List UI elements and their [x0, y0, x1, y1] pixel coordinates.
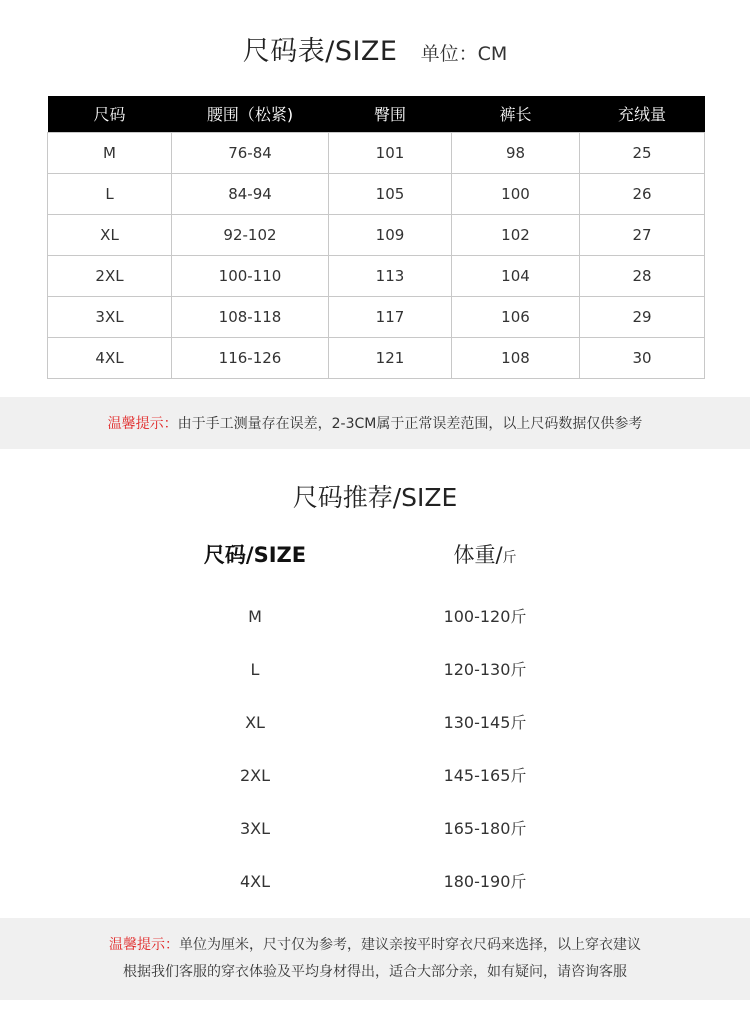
- recommend-weight: 165-180斤: [443, 819, 527, 838]
- recommend-size-header: 尺码/SIZE: [203, 543, 307, 567]
- cell-length: 108: [452, 337, 580, 378]
- cell-length: 100: [452, 173, 580, 214]
- table-row: [48, 337, 705, 378]
- table-row: [48, 296, 705, 337]
- table-header-row: [48, 96, 705, 132]
- recommend-size: L: [250, 660, 260, 679]
- recommend-size: 4XL: [239, 872, 271, 891]
- recommend-note: [0, 918, 750, 1000]
- table-row: [48, 214, 705, 255]
- recommend-size: XL: [245, 713, 265, 732]
- cell-hip: 101: [329, 132, 452, 173]
- header-size: 尺码: [48, 96, 172, 132]
- weight-header-label: 体重/: [453, 543, 503, 567]
- header-hip: 臀围: [329, 96, 452, 132]
- cell-fill: 28: [580, 255, 705, 296]
- table-row: [48, 255, 705, 296]
- note-text: 单位为厘米，尺寸仅为参考，建议亲按平时穿衣尺码来选择，以上穿衣建议: [179, 937, 641, 953]
- recommend-weight: 130-145斤: [443, 713, 527, 732]
- cell-size: L: [48, 173, 172, 214]
- header-fill: 充绒量: [580, 96, 705, 132]
- cell-length: 106: [452, 296, 580, 337]
- cell-waist: 76-84: [172, 132, 329, 173]
- recommend-list: [0, 590, 750, 908]
- size-chart-unit: 单位：CM: [420, 43, 508, 65]
- recommend-size: 3XL: [239, 819, 271, 838]
- list-item: [0, 855, 750, 908]
- cell-waist: 116-126: [172, 337, 329, 378]
- recommend-header: [0, 535, 750, 575]
- cell-size: 3XL: [48, 296, 172, 337]
- list-item: [0, 590, 750, 643]
- measurement-note: [0, 397, 750, 449]
- cell-waist: 84-94: [172, 173, 329, 214]
- note-line-1: [109, 932, 641, 959]
- list-item: [0, 749, 750, 802]
- recommend-weight: 180-190斤: [443, 872, 527, 891]
- list-item: [0, 643, 750, 696]
- size-chart-table: [47, 96, 705, 379]
- cell-length: 104: [452, 255, 580, 296]
- size-chart-title-bar: [0, 30, 750, 74]
- recommend-weight: 100-120斤: [443, 607, 527, 626]
- recommend-weight: 120-130斤: [443, 660, 527, 679]
- recommend-weight-header: [400, 535, 570, 578]
- recommend-title: 尺码推荐/SIZE: [292, 483, 458, 512]
- cell-fill: 29: [580, 296, 705, 337]
- table-row: [48, 173, 705, 214]
- cell-hip: 105: [329, 173, 452, 214]
- note-text: 由于手工测量存在误差，2-3CM属于正常误差范围，以上尺码数据仅供参考: [177, 416, 643, 432]
- cell-fill: 27: [580, 214, 705, 255]
- cell-hip: 113: [329, 255, 452, 296]
- cell-fill: 26: [580, 173, 705, 214]
- cell-fill: 30: [580, 337, 705, 378]
- cell-length: 98: [452, 132, 580, 173]
- list-item: [0, 802, 750, 855]
- cell-length: 102: [452, 214, 580, 255]
- header-length: 裤长: [452, 96, 580, 132]
- cell-waist: 100-110: [172, 255, 329, 296]
- cell-hip: 109: [329, 214, 452, 255]
- weight-header-unit: 斤: [502, 550, 517, 566]
- cell-hip: 117: [329, 296, 452, 337]
- cell-size: 2XL: [48, 255, 172, 296]
- cell-size: 4XL: [48, 337, 172, 378]
- cell-size: XL: [48, 214, 172, 255]
- cell-waist: 108-118: [172, 296, 329, 337]
- note-label: 温馨提示：: [107, 416, 178, 432]
- cell-size: M: [48, 132, 172, 173]
- cell-waist: 92-102: [172, 214, 329, 255]
- size-chart-title: 尺码表/SIZE: [242, 36, 398, 67]
- note-line-2: 根据我们客服的穿衣体验及平均身材得出，适合大部分亲，如有疑问，请咨询客服: [123, 964, 627, 980]
- list-item: [0, 696, 750, 749]
- recommend-size: 2XL: [239, 766, 271, 785]
- cell-hip: 121: [329, 337, 452, 378]
- table-row: [48, 132, 705, 173]
- cell-fill: 25: [580, 132, 705, 173]
- recommend-weight: 145-165斤: [443, 766, 527, 785]
- recommend-size: M: [248, 607, 262, 626]
- note-label: 温馨提示：: [109, 937, 179, 953]
- header-waist: 腰围（松紧): [172, 96, 329, 132]
